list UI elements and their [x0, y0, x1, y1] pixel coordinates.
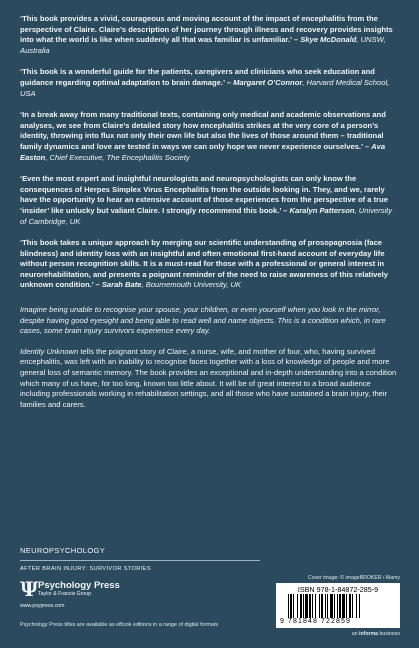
barcode-bar	[290, 594, 292, 618]
barcode-bar	[303, 594, 304, 618]
publisher-name: Psychology Press	[38, 580, 120, 591]
barcode-bar	[346, 594, 347, 618]
ebook-note: Psychology Press titles are available as eBook editions in a range of digital formats	[20, 622, 219, 628]
informa-prefix: an	[351, 631, 360, 637]
quote-text: ‘This book is a wonderful guide for the patients, caregivers and clinicians who seek education and guidance regarding optimal adaptation to brain damage.’ –	[20, 67, 375, 87]
publisher-url[interactable]: www.psypress.com	[20, 603, 65, 609]
barcode-bar	[356, 594, 357, 618]
barcode-panel	[276, 583, 400, 628]
series-name: AFTER BRAIN INJURY: SURVIVOR STORIES	[20, 566, 151, 572]
barcode-bar	[293, 594, 294, 618]
barcode-bar	[305, 594, 308, 618]
barcode-bar	[300, 594, 302, 618]
blurb-body: tells the poignant story of Claire, a nurse, wife, and mother of four, who, having survived encephalitis, was left with an inability to recognise faces together with a loss of knowledge of people and more general loss of semantic memory. The book provides an exceptional and in-depth understanding into a condition which many of us have, for too long, known too little about. It will be of great interest to a broad audience including professionals working in rehabilitation settings, and all those who have sustained a brain injury, their families and carers.	[20, 346, 397, 409]
barcode-bar	[349, 594, 351, 618]
barcode-bar	[359, 594, 360, 618]
barcode-bar	[315, 594, 316, 618]
quote-text: ‘In a break away from many traditional texts, containing only medical and academic observations and analyses, we see from Claire’s detailed story how encephalitis strikes at the very core of a person’s identity, throwing into flux not only their own life but also the lives of those around them – traditional family dynamics and love are tested in ways we can only hope we never experience ourselves.’ –	[20, 110, 386, 151]
barcode-bar	[319, 594, 320, 618]
quote-author: Ava Easton	[20, 141, 386, 162]
quote-affiliation: , Chief Executive, The Encephalitis Society	[45, 152, 190, 162]
informa-suffix: business	[378, 631, 400, 637]
cover-text	[20, 14, 400, 410]
informa-brand: informa	[359, 631, 379, 637]
barcode-bar	[327, 594, 328, 618]
endorsement-quote	[20, 238, 400, 291]
endorsement-quote	[20, 67, 400, 99]
quote-text: ‘This book provides a vivid, courageous and moving account of the impact of encephalitis from the perspective of Claire. Claire’s description of her journey through illness and recovery provides insights into what the world is like when suddenly all that was familiar is unfamiliar.’ –	[20, 14, 393, 45]
endorsement-quote	[20, 110, 400, 163]
barcode-bar	[342, 594, 345, 618]
quote-affiliation: , UNSW, Australia	[20, 35, 386, 55]
barcode-bar	[312, 594, 313, 618]
barcode-bar	[339, 594, 341, 618]
quote-author: Karalyn Patterson	[289, 205, 355, 215]
barcode-bar	[352, 594, 353, 618]
quote-author: Margaret O’Connor	[233, 77, 303, 87]
barcode-bar	[321, 594, 323, 618]
endorsement-quote	[20, 14, 400, 56]
quote-author: Sarah Bate	[101, 280, 142, 290]
barcode-bar	[325, 594, 326, 618]
isbn-label: ISBN 978-1-84872-285-9	[297, 585, 379, 594]
blurb-book-title: Identity Unknown	[20, 346, 79, 356]
psi-logo-icon: Ψ	[20, 577, 39, 601]
barcode-digits: 9 781848 722859	[280, 618, 351, 625]
barcode-bar	[309, 594, 311, 618]
quote-author: Skye McDonald	[300, 35, 357, 45]
series-category: NEUROPSYCHOLOGY	[20, 546, 106, 555]
informa-business	[276, 631, 400, 637]
barcode-bar	[330, 594, 333, 618]
barcode-bar	[334, 594, 335, 618]
quote-affiliation: , Harvard Medical School, USA	[20, 77, 390, 98]
quote-affiliation: , University of Cambridge, UK	[20, 205, 393, 226]
publisher-group: Taylor & Francis Group	[38, 591, 92, 597]
endorsements	[20, 14, 400, 291]
blurb-intro: Imagine being unable to recognise your spouse, your children, or even yourself when you look in the mirror, despite having good eyesight and being able to read well and name objects. This is a condition which, in rare cases, some brain injury survivors experience every day.	[20, 305, 386, 336]
publisher-logo	[20, 578, 160, 610]
barcode-bar	[337, 594, 338, 618]
quote-affiliation: , Bournemouth University, UK	[141, 280, 241, 290]
barcode-bar	[288, 594, 289, 618]
barcode-icon	[288, 594, 388, 618]
endorsement-quote	[20, 174, 400, 227]
barcode-bar	[297, 594, 298, 618]
quote-text: ‘This book takes a unique approach by merging our scientific understanding of prosopagnosia (face blindness) and identity loss with an insightful and often emotional first-hand account of everyday life without person recognition skills. It is a must-read for those with a professional or general interest in neurorehabilitation, and presents a poignant reminder of the need to raise awareness of this relatively unknown condition.’ –	[20, 238, 388, 290]
blurb-main	[20, 347, 400, 411]
series-divider	[20, 560, 260, 561]
quote-text: ‘Even the most expert and insightful neurologists and neuropsychologists can only know the consequences of Herpes Simplex Virus Encephalitis from the outside looking in. They, and we, rarely have the opportunity to hear an extensive account of those experiences from the perspective of a true ‘insider’ like unlucky but valiant Claire. I strongly recommend this book.’ –	[20, 174, 388, 215]
cover-credit: Cover image: © imageBROKER / Alamy	[307, 575, 400, 581]
